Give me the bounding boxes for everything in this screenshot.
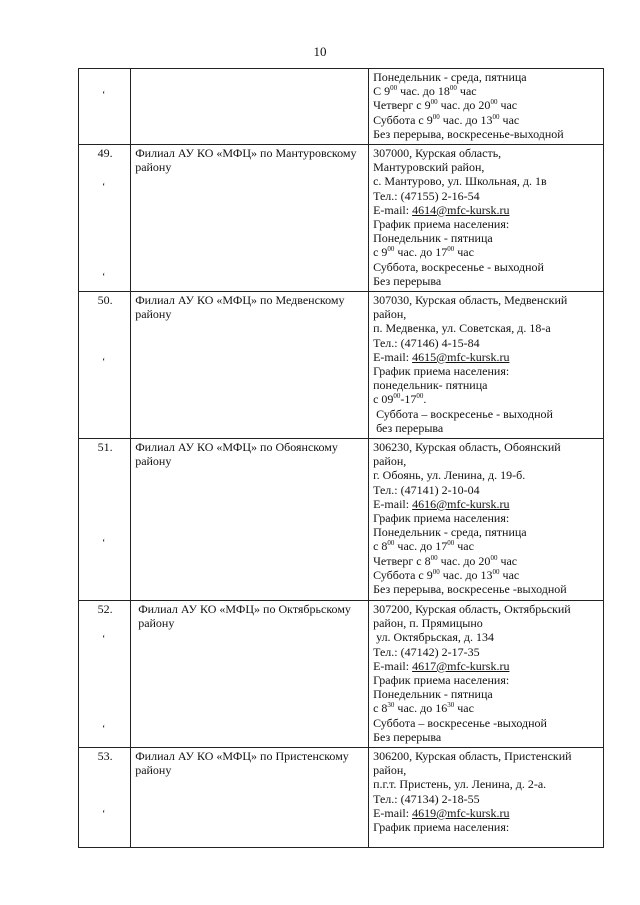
branch-info-cell [369,292,604,439]
row-number-cell [79,748,131,848]
address-line: район, [373,307,407,322]
page-number: 10 [313,44,327,59]
branch-name: Филиал АУ КО «МФЦ» по Октябрьскому району [138,602,351,631]
branch-info-cell [369,145,604,292]
schedule-days: Понедельник - пятница [373,687,493,702]
branch-name-cell [131,439,369,601]
schedule-weekend: Суббота, воскресенье - выходной [373,259,544,274]
branch-name-cell [131,292,369,439]
row-number-cell [79,601,131,748]
address-line: 307030, Курская область, Медвенский [373,293,568,307]
row-number-cell [79,69,131,145]
branch-name: Филиал АУ КО «МФЦ» по Медвенскому району [135,293,345,322]
row-number: 53. [97,749,113,763]
email-line: E-mail: 4617@mfc-kursk.ru [373,658,510,673]
schedule-weekend: Суббота – воскресенье - выходной [376,406,553,421]
branch-name-cell [131,748,369,848]
schedule-hours: с $8^{30}$ час. до $16^{30}$ час [373,701,474,716]
schedule-hours: С $9^{00}$ час. до $18^{00}$ час [373,84,477,99]
email-link[interactable]: 4615@mfc-kursk.ru [412,349,510,364]
schedule-saturday: Суббота с $9^{00}$ час. до $13^{00}$ час [373,112,520,127]
address-line: район, [373,763,407,778]
schedule-days: Понедельник - пятница [373,231,493,246]
branch-info-cell [369,748,604,848]
address-line: район, [373,454,407,469]
schedule-thursday: Четверг с $9^{00}$ час. до $20^{00}$ час [373,98,518,113]
email-link[interactable]: 4616@mfc-kursk.ru [412,496,510,511]
schedule-title: График приема населения: [373,364,510,379]
schedule-saturday: Суббота с $9^{00}$ час. до $13^{00}$ час [373,567,520,582]
schedule-thursday: Четверг с $8^{00}$ час. до $20^{00}$ час [373,553,518,568]
address-line: район, п. Прямицыно [373,616,483,631]
phone-line: Тел.: (47142) 2-17-35 [373,644,480,659]
email-line: E-mail: 4615@mfc-kursk.ru [373,349,510,364]
branch-name-cell [131,601,369,748]
address-line: п. Медвенка, ул. Советская, д. 18-а [373,321,551,336]
email-line: E-mail: 4614@mfc-kursk.ru [373,202,510,217]
address-line: Мантуровский район, [373,160,485,175]
margin-tick-mark: ʻ [102,724,106,735]
row-number: 52. [97,602,113,616]
margin-tick-mark: ʻ [102,272,106,283]
address-line: ул. Октябрьская, д. 134 [376,630,495,645]
email-link[interactable]: 4619@mfc-kursk.ru [412,805,510,820]
row-number: 49. [97,146,113,160]
email-link[interactable]: 4614@mfc-kursk.ru [412,202,510,217]
address-line: 307200, Курская область, Октябрьский [373,602,571,616]
schedule-title: График приема населения: [373,511,510,526]
branch-name: Филиал АУ КО «МФЦ» по Пристенскому району [135,749,349,778]
row-number-cell [79,439,131,601]
schedule-weekend: Суббота – воскресенье -выходной [373,715,547,730]
branch-name: Филиал АУ КО «МФЦ» по Обоянскому району [135,440,338,469]
branch-name-cell [131,69,369,145]
address-line: п.г.т. Пристень, ул. Ленина, д. 2-а. [373,777,547,792]
row-number-cell [79,292,131,439]
address-line: г. Обоянь, ул. Ленина, д. 19-б. [373,468,526,483]
schedule-days: Понедельник - среда, пятница [373,70,527,84]
row-number: 51. [97,440,113,454]
schedule-hours: с $9^{00}$ час. до $17^{00}$ час [373,245,474,260]
margin-tick-mark: ʻ [102,182,106,193]
branch-name-cell [131,145,369,292]
schedule-no-break: без перерыва [376,420,444,435]
schedule-hours: с $09^{00}-17^{00}$. [373,392,427,407]
branch-info-cell [369,601,604,748]
address-line: 307000, Курская область, [373,146,502,160]
margin-tick-mark: ʻ [102,357,106,368]
address-line: с. Мантурово, ул. Школьная, д. 1в [373,174,547,189]
schedule-days: Понедельник - среда, пятница [373,525,527,540]
margin-tick-mark: ʻ [102,809,106,820]
schedule-no-break: Без перерыва [373,729,442,744]
schedule-no-break: Без перерыва [373,273,442,288]
branch-info-cell [369,439,604,601]
phone-line: Тел.: (47155) 2-16-54 [373,188,480,203]
row-number-cell [79,145,131,292]
email-line: E-mail: 4616@mfc-kursk.ru [373,496,510,511]
table-row [79,292,604,439]
phone-line: Тел.: (47134) 2-18-55 [373,791,480,806]
email-link[interactable]: 4617@mfc-kursk.ru [412,658,510,673]
branch-info-cell [369,69,604,145]
margin-tick-mark: ʻ [102,90,106,101]
row-number: 50. [97,293,113,307]
schedule-hours: с $8^{00}$ час. до $17^{00}$ час [373,539,474,554]
schedule-title: График приема населения: [373,217,510,232]
schedule-title: График приема населения: [373,820,510,835]
phone-line: Тел.: (47141) 2-10-04 [373,482,480,497]
schedule-title: График приема населения: [373,673,510,688]
address-line: 306230, Курская область, Обоянский [373,440,561,454]
table-row [79,748,604,848]
table-row [79,145,604,292]
email-line: E-mail: 4619@mfc-kursk.ru [373,805,510,820]
phone-line: Тел.: (47146) 4-15-84 [373,335,480,350]
margin-tick-mark: ʻ [102,634,106,645]
table-row [79,69,604,145]
branches-table [78,68,604,848]
address-line: 306200, Курская область, Пристенский [373,749,572,763]
schedule-no-break: Без перерыва, воскресенье-выходной [373,126,564,141]
branch-name: Филиал АУ КО «МФЦ» по Мантуровскому району [135,146,357,175]
schedule-days: понедельник- пятница [373,378,488,393]
schedule-no-break: Без перерыва, воскресенье -выходной [373,582,567,597]
table-row [79,439,604,601]
table-row [79,601,604,748]
margin-tick-mark: ʻ [102,538,106,549]
